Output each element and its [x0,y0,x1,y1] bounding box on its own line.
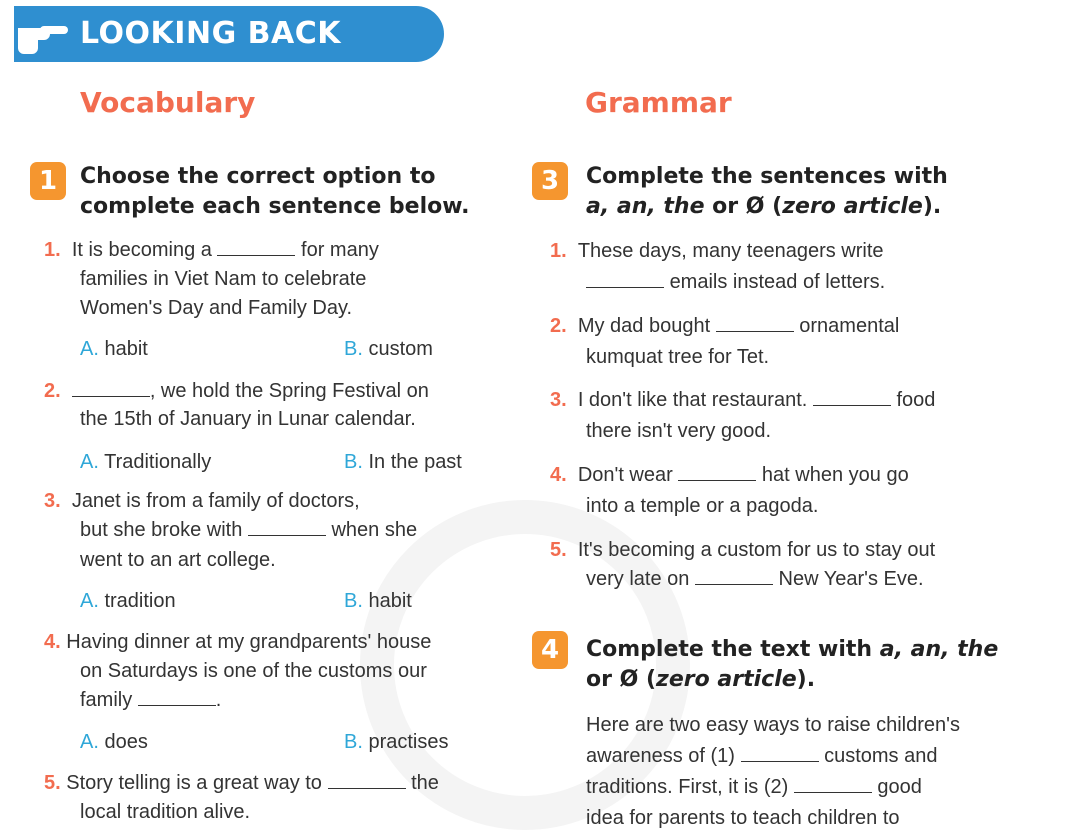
vocab-q1-line3: Women's Day and Family Day. [80,297,353,319]
vocab-q4-option-b[interactable]: B. practises [344,731,449,753]
blank[interactable] [794,791,872,793]
grammar-q5: 5. It's becoming a custom for us to stay out [550,539,936,561]
vocab-q1-option-b[interactable]: B. custom [344,338,433,360]
text-line-1: Here are two easy ways to raise children's [586,714,960,736]
banner-title: LOOKING BACK [80,16,341,51]
blank[interactable] [328,787,406,789]
vocab-q2-line2: the 15th of January in Lunar calendar. [80,408,416,430]
grammar-q2: 2. My dad bought ornamental [550,315,900,337]
grammar-q3-line2: there isn't very good. [586,420,772,442]
grammar-q4-line2: into a temple or a pagoda. [586,495,819,517]
exercise-3-instruction: Complete the sentences with a, an, the or Ø (zero article). [586,164,948,219]
blank[interactable] [741,760,819,762]
vocab-q1-option-a[interactable]: A. habit [80,338,148,360]
vocab-q3-line3: went to an art college. [80,549,276,571]
vocabulary-heading: Vocabulary [80,86,256,119]
blank[interactable] [716,330,794,332]
looking-back-banner [14,6,444,62]
vocab-q2-option-b[interactable]: B. In the past [344,451,462,473]
vocab-q4: 4. Having dinner at my grandparents' house [44,631,432,653]
vocab-q3-option-b[interactable]: B. habit [344,590,412,612]
grammar-q4: 4. Don't wear hat when you go [550,464,909,486]
grammar-q5-line2: very late on New Year's Eve. [586,568,924,590]
blank[interactable] [695,583,773,585]
vocab-q2: 2. , we hold the Spring Festival on [44,380,429,402]
vocab-q3-option-a[interactable]: A. tradition [80,590,176,612]
vocab-q4-option-a[interactable]: A. does [80,731,148,753]
blank[interactable] [217,254,295,256]
blank[interactable] [678,479,756,481]
vocab-q5-line2: local tradition alive. [80,801,251,823]
vocab-q3: 3. Janet is from a family of doctors, [44,490,360,512]
vocab-q1-line2: families in Viet Nam to celebrate [80,268,367,290]
vocab-q3-line2: but she broke with when she [80,519,418,541]
exercise-1-badge: 1 [30,162,66,200]
vocab-q5: 5. Story telling is a great way to the [44,772,439,794]
blank[interactable] [138,704,216,706]
vocab-q2-option-a[interactable]: A. Traditionally [80,451,212,473]
grammar-q3: 3. I don't like that restaurant. food [550,389,936,411]
grammar-q1: 1. These days, many teenagers write [550,240,884,262]
grammar-heading: Grammar [585,86,732,119]
vocab-q4-line2: on Saturdays is one of the customs our [80,660,427,682]
vocab-q4-line3: family . [80,689,222,711]
blank[interactable] [813,404,891,406]
blank[interactable] [72,395,150,397]
blank[interactable] [248,534,326,536]
exercise-3-badge: 3 [532,162,568,200]
grammar-q2-line2: kumquat tree for Tet. [586,346,770,368]
vocab-q1: 1. It is becoming a for many [44,239,379,261]
exercise-4-badge: 4 [532,631,568,669]
pointing-hand-icon [14,14,72,54]
exercise-4-instruction: Complete the text with a, an, the or Ø (zero article). [586,637,999,692]
grammar-q1-line2: emails instead of letters. [586,270,885,294]
text-line-3: traditions. First, it is (2) good [586,776,922,798]
text-line-2: awareness of (1) customs and [586,745,938,767]
exercise-1-instruction: Choose the correct option to complete each sentence below. [80,164,470,219]
text-line-4: idea for parents to teach children to [586,807,900,829]
blank[interactable] [586,286,664,288]
